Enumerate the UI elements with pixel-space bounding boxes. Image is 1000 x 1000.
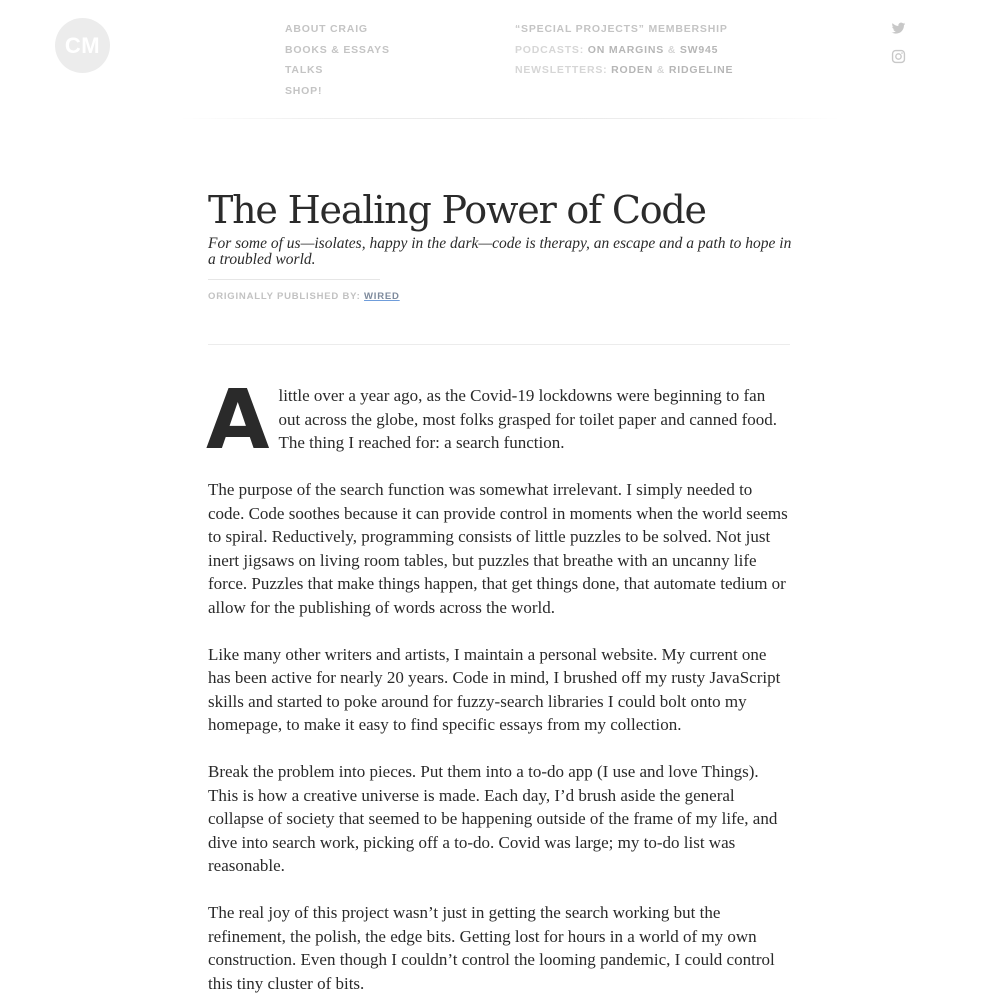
podcast-link-sw945[interactable]: SW945 xyxy=(679,43,719,56)
article-title: The Healing Power of Code xyxy=(208,188,706,232)
newsletter-link-roden[interactable]: RODEN xyxy=(611,64,654,76)
podcasts-ampersand: & xyxy=(667,43,677,56)
secondary-nav xyxy=(515,19,733,81)
newsletter-link-ridgeline[interactable]: RIDGELINE xyxy=(668,64,734,76)
instagram-icon[interactable] xyxy=(891,49,906,64)
dek-divider xyxy=(208,279,380,280)
nav-item-newsletters xyxy=(515,60,733,81)
primary-nav xyxy=(285,19,390,101)
paragraph-1-text: little over a year ago, as the Covid-19 lockdowns were beginning to fan out across the globe, most folks grasped for toilet paper and canned food. The thing I reached for: a search function. xyxy=(278,386,777,452)
nav-item-talks[interactable]: TALKS xyxy=(285,64,324,76)
nav-item-books-essays[interactable]: BOOKS & ESSAYS xyxy=(285,43,390,56)
site-logo[interactable] xyxy=(55,18,110,73)
publication-label: ORIGINALLY PUBLISHED BY: xyxy=(208,291,361,302)
header-divider xyxy=(180,118,840,119)
article-divider xyxy=(208,344,790,345)
dropcap-letter: A xyxy=(206,373,270,468)
paragraph-2: The purpose of the search function was somewhat irrelevant. I simply needed to code. Code soothes because it can provide control in moments when the world seems to spiral. Reductively, programming consists of little puzzles to be solved. Not just inert jigsaws on living room tables, but puzzles that breathe with an uncanny life force. Puzzles that make things happen, that get things done, that automate tedium or allow for the publishing of words across the world. xyxy=(208,480,788,617)
nav-item-about[interactable]: ABOUT CRAIG xyxy=(285,23,368,35)
twitter-icon[interactable] xyxy=(891,21,906,36)
paragraph-1 xyxy=(206,373,790,468)
paragraph-3: Like many other writers and artists, I maintain a personal website. My current one has been active for nearly 20 years. Code in mind, I brushed off my rusty JavaScript skills and started to poke around for fuzzy-search libraries I could bolt onto my homepage, to make it easy to find specific essays from my collection. xyxy=(208,644,781,734)
nav-item-podcasts xyxy=(515,40,733,61)
paragraph-5: The real joy of this project wasn’t just in getting the search working but the refinement, the polish, the edge bits. Getting lost for hours in a world of my own construction. Even though I couldn’t control the looming pandemic, I could control this tiny cluster of bits. xyxy=(208,903,775,993)
nav-item-shop[interactable]: SHOP! xyxy=(285,84,323,97)
paragraph-4: Break the problem into pieces. Put them into a to-do app (I use and love Things). This is how a creative universe is made. Each day, I’d brush aside the general collapse of society that seemed to be happening outside of the frame of my life, and dive into search work, picking off a to-do. Covid was large; my to-do list was reasonable. xyxy=(208,762,778,875)
article-dek: For some of us—isolates, happy in the dark—code is therapy, an escape and a path to hope in a troubled world. xyxy=(208,235,792,268)
publication-credit xyxy=(208,291,400,302)
site-header xyxy=(0,0,1000,120)
podcasts-label: PODCASTS: xyxy=(515,43,585,56)
article-body xyxy=(206,373,790,1000)
newsletters-label: NEWSLETTERS: xyxy=(515,64,608,76)
newsletters-ampersand: & xyxy=(656,64,666,76)
nav-item-membership[interactable]: “SPECIAL PROJECTS” MEMBERSHIP xyxy=(515,23,728,35)
publication-link-wired[interactable]: WIRED xyxy=(364,291,400,302)
logo-text: CM xyxy=(64,32,101,58)
podcast-link-on-margins[interactable]: ON MARGINS xyxy=(587,43,665,56)
